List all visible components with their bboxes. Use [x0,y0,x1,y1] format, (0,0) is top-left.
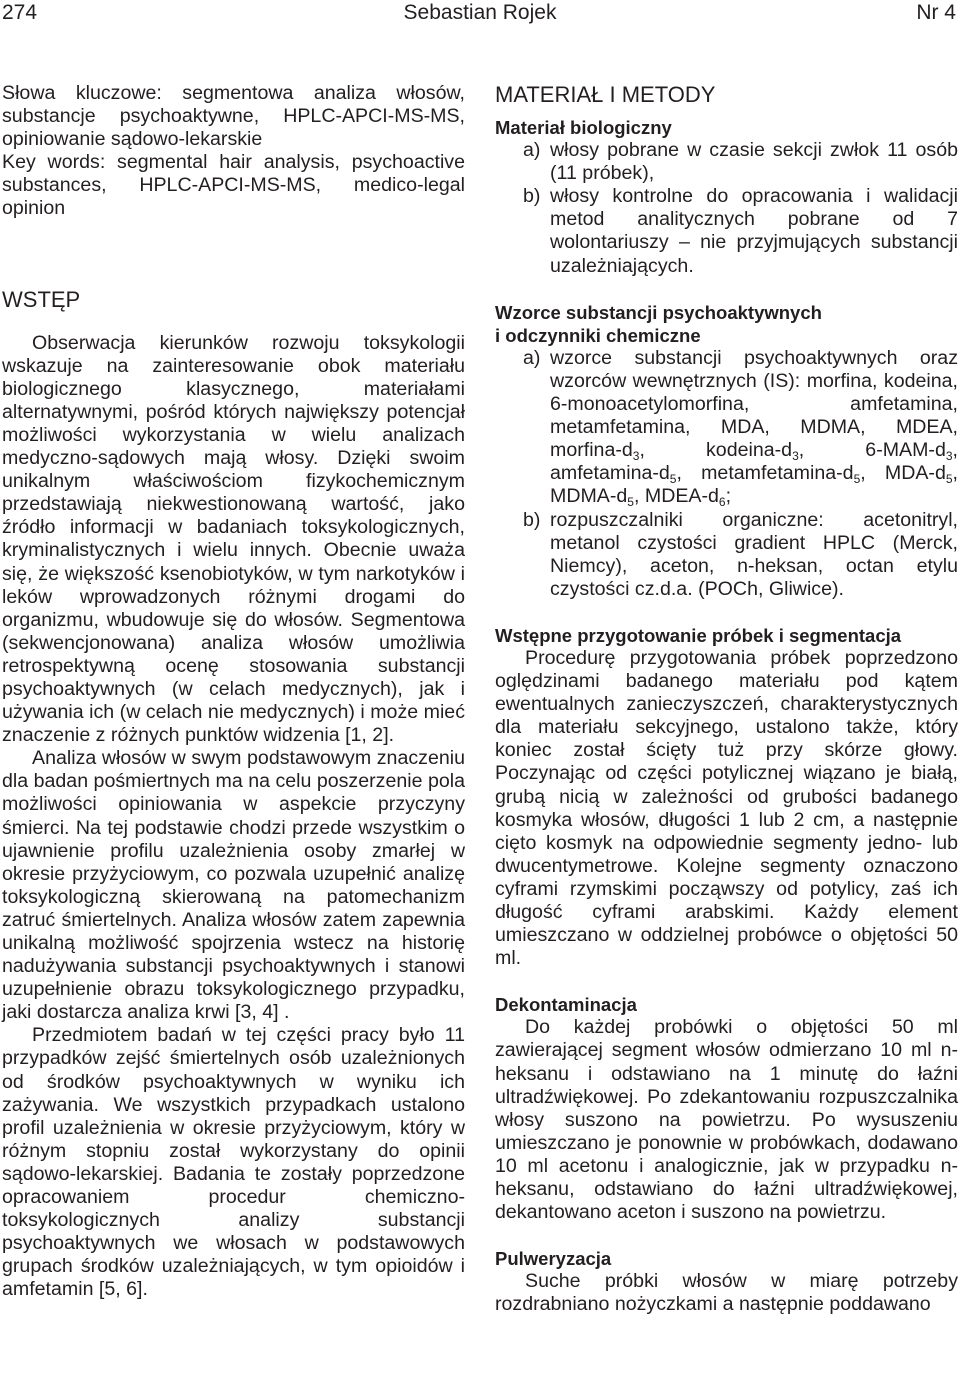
subsection-standards-title-line-2: i odczynniki chemiczne [495,324,701,346]
list-item: b) rozpuszczalniki organiczne: acetonitryl, metanol czystości gradient HPLC (Merck, Niemcy), aceton, n-heksan, octan etylu czystości cz.d.a. (POCh, Gliwice). [523,508,958,600]
list-item: b) włosy kontrolne do opracowania i walidacji metod analitycznych pobrane od 7 wolontariuszy – nie przyjmujących substancji uzależniających. [523,185,958,277]
subsection-decontamination: Dekontaminacja [495,994,637,1016]
right-column [495,82,958,1317]
keywords [2,82,465,221]
keywords-polish: Słowa kluczowe: segmentowa analiza włosów, substancje psychoaktywne, HPLC-APCI-MS-MS, opiniowanie sądowo-lekarskie [2,82,465,151]
intro-paragraph-3: Przedmiotem badań w tej części pracy było 11 przypadków zejść śmiertelnych osób uzależnionych od środków psychoaktywnych w wyniku ich zażywania. We wszystkich przypadkach ustalono profil uzależnienia w okresie przyżyciowym, który w różnym stopniu został wykorzystany do opinii sądowo-lekarskiej. Badania te zostały poprzedzone opracowaniem procedur chemiczno-toksykologicznych analizy substancji psychoaktywnych we włosach w podstawowych grupach środków uzależniających, w tym opioidów i amfetamin [5, 6]. [2,1024,465,1301]
list-item: a) włosy pobrane w czasie sekcji zwłok 11 osób (11 próbek), [523,139,958,185]
left-column [2,82,465,1302]
sample-preparation-paragraph: Procedurę przygotowania próbek poprzedzono oględzinami badanego materiału pod kątem ewentualnych zanieczyszczeń, charakterystycznych dla materiału sekcyjnego, ustalono także, który koniec został ścięty tuż przy skórze głowy. Poczynając od części potylicznej wiązano je białą, grubą nicią w zależności od grubości badanego kosmyka włosów, długości 1 lub 2 cm, a następnie cięto kosmyk na odpowiednie segmenty jedno- lub dwucentymetrowe. Kolejne segmenty oznaczono cyframi rzymskimi począwszy od potylicy, zaś ich długość cyframi arabskimi. Każdy element umieszczano w oddzielnej probówce o objętości 50 ml. [495,646,958,970]
running-header [0,0,960,28]
subsection-standards-title-line-1: Wzorce substancji psychoaktywnych [495,301,822,323]
keywords-english: Key words: segmental hair analysis, psychoactive substances, HPLC-APCI-MS-MS, medico-legal opinion [2,151,465,220]
decontamination-paragraph: Do każdej probówki o objętości 50 ml zawierającej segment włosów odmierzano 10 ml n-heksanu i odstawiano na 1 minutę do łaźni ultradźwiękowej. Po zdekantowaniu rozpuszczalnika włosy suszono na powietrzu. Po wysuszeniu umieszczano je ponownie w probówkach, dodawano 10 ml acetonu i analogicznie, jak w przypadku n-heksanu, odstawiano do łaźni ultradźwiękowej, dekantowano aceton i suszono na powietrzu. [495,1016,958,1224]
biological-material-list [495,139,958,278]
page-number: 274 [2,1,38,24]
section-title-intro: WSTĘP [2,286,81,312]
intro-paragraph-1: Obserwacja kierunków rozwoju toksykologii wskazuje na zainteresowanie obok materiału biologicznego klasycznego, materiałami alternatywnymi, pośród których największy potencjał możliwości wykorzystania w wielu analizach medyczno-sądowych mają włosy. Dzięki swoim unikalnym właściwościom fizykochemicznym przedstawiają niekwestionowaną wartość, jako źródło informacji w badaniach toksykologicznych, kryminalistycznych i wielu innych. Obecnie uważa się, że większość ksenobiotyków, w tym narkotyków i leków wprowadzonych różnymi drogami do organizmu, wbudowuje się do włosów. Segmentowa (sekwencjonowana) analiza włosów umożliwia retrospektywną ocenę stosowania substancji psychoaktywnych (w celach medycznych), jak i używania ich (w celach nie medycznych) i może mieć znaczenie z różnych punktów widzenia [1, 2]. [2,331,465,747]
standards-list [495,347,958,601]
section-title-methods: MATERIAŁ I METODY [495,82,716,107]
subsection-sample-preparation: Wstępne przygotowanie próbek i segmentacja [495,624,902,646]
intro-paragraph-2: Analiza włosów w swym podstawowym znaczeniu dla badan pośmiertnych ma na celu poszerzenie pola możliwości opiniowania w aspekcie przyczyny śmierci. Na tej podstawie chodzi przede wszystkim o ujawnienie profilu uzależnienia osoby zmarłej w okresie przyżyciowym, co pozwala uzupełnić analizę toksykologiczną skierowaną na patomechanizm zatruć śmiertelnych. Analiza włosów zatem zapewnia unikalną możliwość spojrzenia wstecz na historię nadużywania substancji psychoaktywnych i stanowi uzupełnienie obrazu toksykologicznego przypadku, jaki dostarcza analiza krwi [3, 4] . [2,747,465,1024]
pulverization-paragraph: Suche próbki włosów w miarę potrzeby rozdrabniano nożyczkami a następnie poddawano [495,1270,958,1316]
author-name: Sebastian Rojek [403,1,557,24]
issue-number: Nr 4 [916,1,956,24]
list-item: a) wzorce substancji psychoaktywnych oraz wzorców wewnętrznych (IS): morfina, kodeina, 6-monoacetylomorfina, amfetamina, metamfetamina, MDA, MDMA, MDEA, morfina-$d_3$, kodeina-$d_3$, $6-MAM-d_3$, amfetamina-$d_5$, metamfetamina-$d_5$, MDA-$d_5$, MDMA-$d_5$, MDEA-$d_6$; [523,346,958,510]
subsection-biological-material: Materiał biologiczny [495,117,672,138]
subsection-pulverization: Pulweryzacja [495,1248,612,1270]
